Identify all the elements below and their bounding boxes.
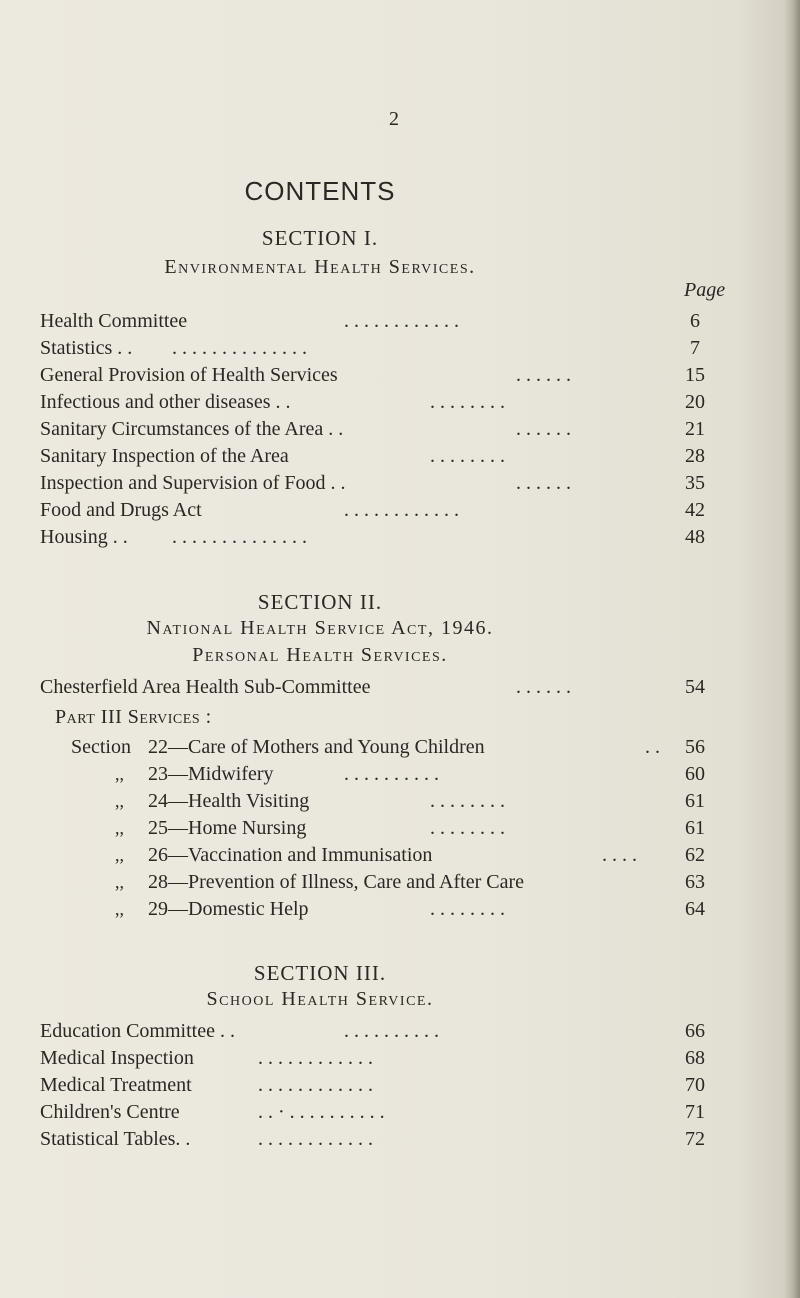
toc-entry-page: 72 <box>685 1128 705 1150</box>
page-edge-shadow <box>784 0 800 1298</box>
toc-entry-label: General Provision of Health Services <box>40 364 338 386</box>
section-2-subheading: National Health Service Act, 1946. <box>146 617 494 639</box>
toc-entry-page: 15 <box>685 364 705 386</box>
toc-entry-page: 56 <box>685 736 705 758</box>
section-3-heading: SECTION III. <box>253 961 387 985</box>
leader-dots: . . . . . . . . . . . . <box>258 1047 373 1069</box>
section-3-subheading: School Health Service. <box>206 988 434 1010</box>
toc-entry-page: 48 <box>685 526 705 548</box>
toc-entry-page: 70 <box>685 1074 705 1096</box>
toc-entry-page: 21 <box>685 418 705 440</box>
toc-entry-label: Chesterfield Area Health Sub-Committee <box>40 676 371 698</box>
leader-dots: . . . . . . <box>516 472 571 494</box>
part-heading: Part III Services : <box>55 706 212 728</box>
toc-entry-label: Statistics . . <box>40 337 133 359</box>
leader-dots: . . . . . . . . . . . . <box>258 1074 373 1096</box>
page-column-label: Page <box>684 279 726 301</box>
toc-entry-label: 29—Domestic Help <box>148 898 309 920</box>
toc-entry-label: Statistical Tables. . <box>40 1128 191 1150</box>
leader-dots: . . . . . . <box>516 418 571 440</box>
toc-entry-label: Children's Centre <box>40 1101 180 1123</box>
section-prefix: Section <box>71 736 131 758</box>
ditto-mark: ,, <box>115 791 124 811</box>
toc-entry-label: Food and Drugs Act <box>40 499 202 521</box>
leader-dots: . . . . . . <box>516 676 571 698</box>
leader-dots: . . . . . . . . <box>430 898 505 920</box>
section-1-subheading: Environmental Health Services. <box>164 256 476 278</box>
leader-dots: . . . . . . . . . . <box>344 763 439 785</box>
leader-dots: . . <box>645 736 660 758</box>
leader-dots: . . . . . . . . . . . . <box>258 1128 373 1150</box>
toc-entry-page: 28 <box>685 445 705 467</box>
toc-entry-page: 20 <box>685 391 705 413</box>
ditto-mark: ,, <box>115 845 124 865</box>
toc-entry-label: Sanitary Inspection of the Area <box>40 445 289 467</box>
toc-entry-page: 66 <box>685 1020 705 1042</box>
toc-entry-label: Medical Inspection <box>40 1047 194 1069</box>
leader-dots: . . . . . . . . . . . . . . <box>172 337 307 359</box>
section-2-heading: SECTION II. <box>257 590 383 614</box>
toc-entry-label: 22—Care of Mothers and Young Children <box>148 736 485 758</box>
toc-entry-label: 23—Midwifery <box>148 763 274 785</box>
toc-entry-label: Infectious and other diseases . . <box>40 391 291 413</box>
leader-dots: . . . . <box>602 844 637 866</box>
leader-dots: . . . . . . . . <box>430 790 505 812</box>
section-2-subheading-personal: Personal Health Services. <box>192 644 448 666</box>
toc-entry-label: Education Committee . . <box>40 1020 235 1042</box>
toc-entry-page: 35 <box>685 472 705 494</box>
contents-title: CONTENTS <box>244 176 396 206</box>
toc-entry-page: 61 <box>685 790 705 812</box>
toc-entry-label: Sanitary Circumstances of the Area . . <box>40 418 344 440</box>
toc-entry-page: 6 <box>690 310 700 332</box>
toc-entry-page: 54 <box>685 676 705 698</box>
toc-entry-label: Housing . . <box>40 526 128 548</box>
leader-dots: . . . . . . . . <box>430 391 505 413</box>
toc-entry-label: Inspection and Supervision of Food . . <box>40 472 346 494</box>
toc-entry-page: 7 <box>690 337 700 359</box>
toc-entry-label: 25—Home Nursing <box>148 817 307 839</box>
toc-entry-label: 26—Vaccination and Immunisation <box>148 844 433 866</box>
leader-dots: . . . . . . . . . . . . <box>344 310 459 332</box>
leader-dots: . . . . . . <box>516 364 571 386</box>
ditto-mark: ,, <box>115 764 124 784</box>
toc-entry-page: 42 <box>685 499 705 521</box>
toc-entry-page: 63 <box>685 871 705 893</box>
leader-dots: . . . . . . . . <box>430 445 505 467</box>
section-1-heading: SECTION I. <box>261 226 379 250</box>
toc-entry-label: 28—Prevention of Illness, Care and After Care <box>148 871 525 893</box>
leader-dots: . . . . . . . . . . . . . . <box>172 526 307 548</box>
leader-dots: . . . . . . . . . . . . <box>344 499 459 521</box>
toc-entry-page: 64 <box>685 898 705 920</box>
toc-entry-label: Medical Treatment <box>40 1074 192 1096</box>
toc-entry-page: 60 <box>685 763 705 785</box>
toc-entry-page: 71 <box>685 1101 705 1123</box>
ditto-mark: ,, <box>115 872 124 892</box>
toc-entry-label: Health Committee <box>40 310 188 332</box>
leader-dots: . . . . . . . . <box>430 817 505 839</box>
leader-dots: . . · . . . . . . . . . . <box>258 1101 385 1123</box>
page-number: 2 <box>389 108 399 130</box>
ditto-mark: ,, <box>115 818 124 838</box>
toc-entry-page: 61 <box>685 817 705 839</box>
ditto-mark: ,, <box>115 899 124 919</box>
toc-entry-page: 68 <box>685 1047 705 1069</box>
toc-entry-page: 62 <box>685 844 705 866</box>
toc-entry-label: 24—Health Visiting <box>148 790 310 812</box>
leader-dots: . . . . . . . . . . <box>344 1020 439 1042</box>
